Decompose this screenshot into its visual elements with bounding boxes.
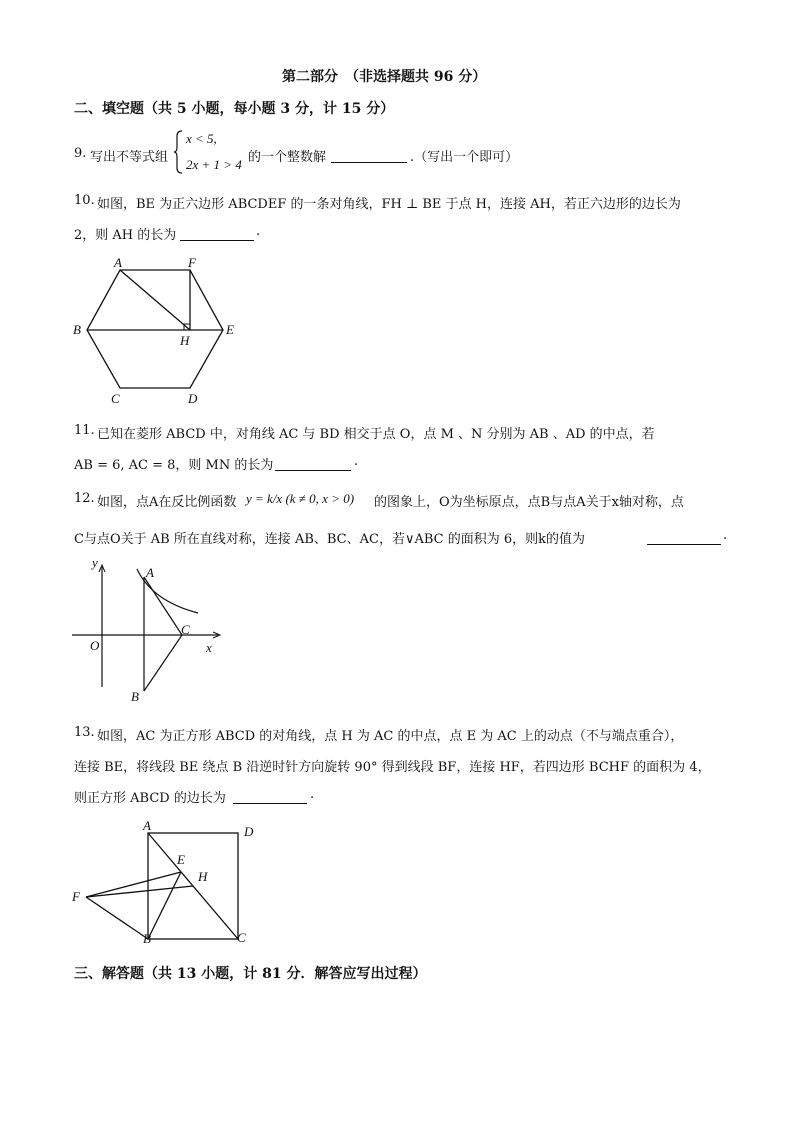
q10-line-1: 如图，BE 为正六边形 ABCDEF 的一条对角线，FH ⊥ BE 于点 H，连接 AH，若正六边形的边长为: [97, 197, 681, 212]
q10-label-B: B: [73, 322, 81, 337]
q13-label-F: F: [72, 889, 80, 904]
q12-label-y: y: [92, 555, 98, 570]
q11-number: 11.: [74, 423, 95, 438]
q10-line-2-end: .: [256, 224, 261, 239]
q10-label-C: C: [111, 391, 120, 406]
section-fill-in-heading: 二、填空题（共 5 小题，每小题 3 分，计 15 分）: [74, 101, 395, 117]
q11-line-2-end: .: [354, 454, 359, 469]
q11-answer-blank[interactable]: [275, 469, 351, 471]
q13-label-B: B: [143, 931, 151, 946]
q12-line-1b: 的图象上，O为坐标原点，点B与点A关于x轴对称，点: [374, 495, 684, 510]
q9-answer-blank[interactable]: [331, 161, 407, 163]
q10-number: 10.: [74, 193, 95, 208]
q13-line-3: 则正方形 ABCD 的边长为: [74, 791, 226, 806]
q12-label-O: O: [90, 638, 100, 653]
q9-brace-icon: [174, 130, 184, 174]
q11-line-2: AB = 6, AC = 8，则 MN 的长为: [74, 458, 274, 473]
q12-line-2-end: .: [723, 528, 728, 543]
q13-label-H: H: [198, 869, 208, 884]
q13-answer-blank[interactable]: [233, 802, 307, 804]
q13-label-A: A: [143, 818, 151, 833]
q12-number: 12.: [74, 491, 95, 506]
q12-line-1a: 如图，点A在反比例函数: [97, 495, 237, 510]
q13-label-C: C: [237, 930, 246, 945]
q13-line-3-end: .: [310, 787, 315, 802]
q10-line-2: 2，则 AH 的长为: [74, 228, 177, 243]
q13-label-D: D: [244, 824, 254, 839]
q10-label-D: D: [188, 391, 198, 406]
part-title: 第二部分 （非选择题共 96 分）: [282, 69, 487, 85]
q13-number: 13.: [74, 725, 95, 740]
q13-square-figure: [70, 815, 270, 950]
q13-line-1: 如图，AC 为正方形 ABCD 的对角线，点 H 为 AC 的中点，点 E 为 AC 上的动点（不与端点重合），: [97, 729, 684, 744]
q12-coordinate-figure: [70, 555, 230, 705]
q10-answer-blank[interactable]: [180, 239, 254, 241]
q10-label-H: H: [180, 333, 190, 348]
q9-inequality-2: 2x + 1 > 4: [186, 157, 242, 172]
q11-line-1: 已知在菱形 ABCD 中，对角线 AC 与 BD 相交于点 O，点 M 、N 分别为 AB 、AD 的中点，若: [97, 427, 655, 442]
q12-label-C: C: [181, 622, 190, 637]
q13-line-2: 连接 BE，将线段 BE 绕点 B 沿逆时针方向旋转 90° 得到线段 BF，连接 HF，若四边形 BCHF 的面积为 4，: [74, 760, 711, 775]
q9-inequality-1: x < 5,: [186, 131, 217, 146]
q12-function: y = k/x (k ≠ 0, x > 0): [246, 491, 355, 506]
q12-answer-blank[interactable]: [647, 543, 721, 545]
q10-label-F: F: [188, 255, 196, 270]
q12-label-B: B: [131, 689, 139, 704]
q10-label-E: E: [226, 322, 234, 337]
section-answer-heading: 三、解答题（共 13 小题，计 81 分．解答应写出过程）: [74, 966, 427, 982]
q9-middle: 的一个整数解: [248, 150, 327, 165]
q10-hexagon-figure: [70, 255, 240, 405]
q9-number: 9.: [74, 146, 87, 161]
q10-label-A: A: [114, 255, 122, 270]
q12-label-x: x: [206, 640, 212, 655]
q12-line-2: C与点O关于 AB 所在直线对称，连接 AB、BC、AC，若∨ABC 的面积为 6，则k的值为: [74, 532, 586, 547]
q9-tail: .（写出一个即可）: [410, 150, 519, 165]
q9-prefix: 写出不等式组: [90, 150, 169, 165]
q12-label-A: A: [146, 565, 154, 580]
q13-label-E: E: [177, 852, 185, 867]
